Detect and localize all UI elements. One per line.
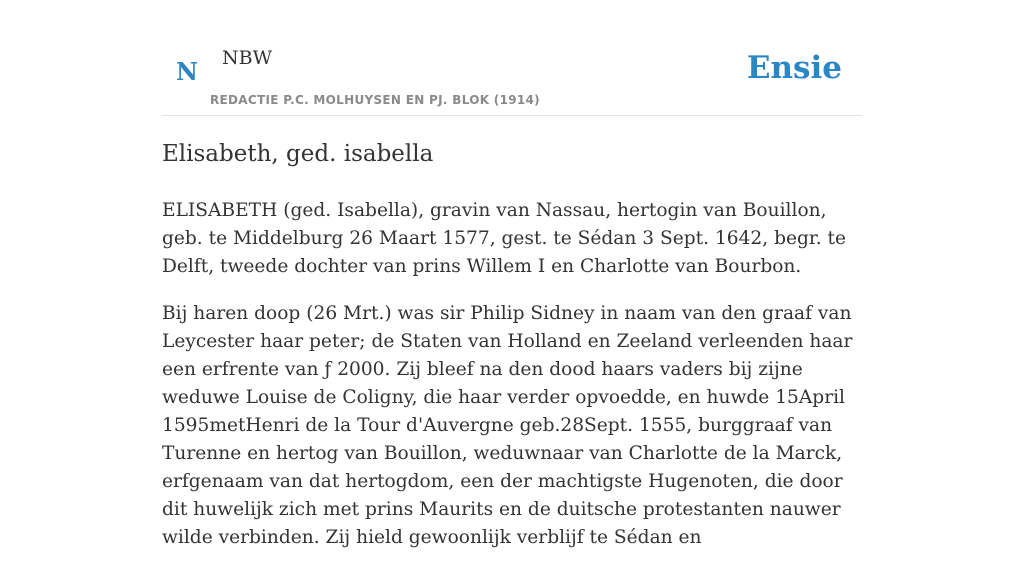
source-subtitle: REDACTIE P.C. MOLHUYSEN EN PJ. BLOK (1914) [210, 93, 540, 107]
brand-logo-link[interactable]: Ensie [746, 50, 842, 86]
article-paragraph-2: Bij haren doop (26 Mrt.) was sir Philip Sidney in naam van den graaf van Leycester haar peter; de Staten van Holland en Zeeland verleenden haar een erfrente van ƒ 2000. Zij bleef na den dood haars vaders bij zijne weduwe Louise de Coligny, die haar verder opvoedde, en huwde 15April 1595metHenri de la Tour d'Auvergne geb.28Sept. 1555, burggraaf van Turenne en hertog van Bouillon, weduwnaar van Charlotte de la Marck, erfgenaam van dat hertogdom, een der machtigste Hugenoten, die door dit huwelijk zich met prins Maurits en de duitsche protestanten nauwer wilde verbinden. Zij hield gewoonlijk verblijf te Sédan en [162, 303, 853, 548]
source-header [162, 30, 862, 116]
article [162, 137, 862, 571]
source-title[interactable]: NBW [222, 47, 273, 69]
article-title: Elisabeth, ged. isabella [162, 141, 434, 167]
article-paragraph-1: ELISABETH (ged. Isabella), gravin van Nassau, hertogin van Bouillon, geb. te Middelburg 26 Maart 1577, gest. te Sédan 3 Sept. 1642, begr. te Delft, tweede dochter van prins Willem I en Charlotte van Bourbon. [162, 200, 847, 277]
source-logo[interactable]: N [176, 57, 198, 86]
